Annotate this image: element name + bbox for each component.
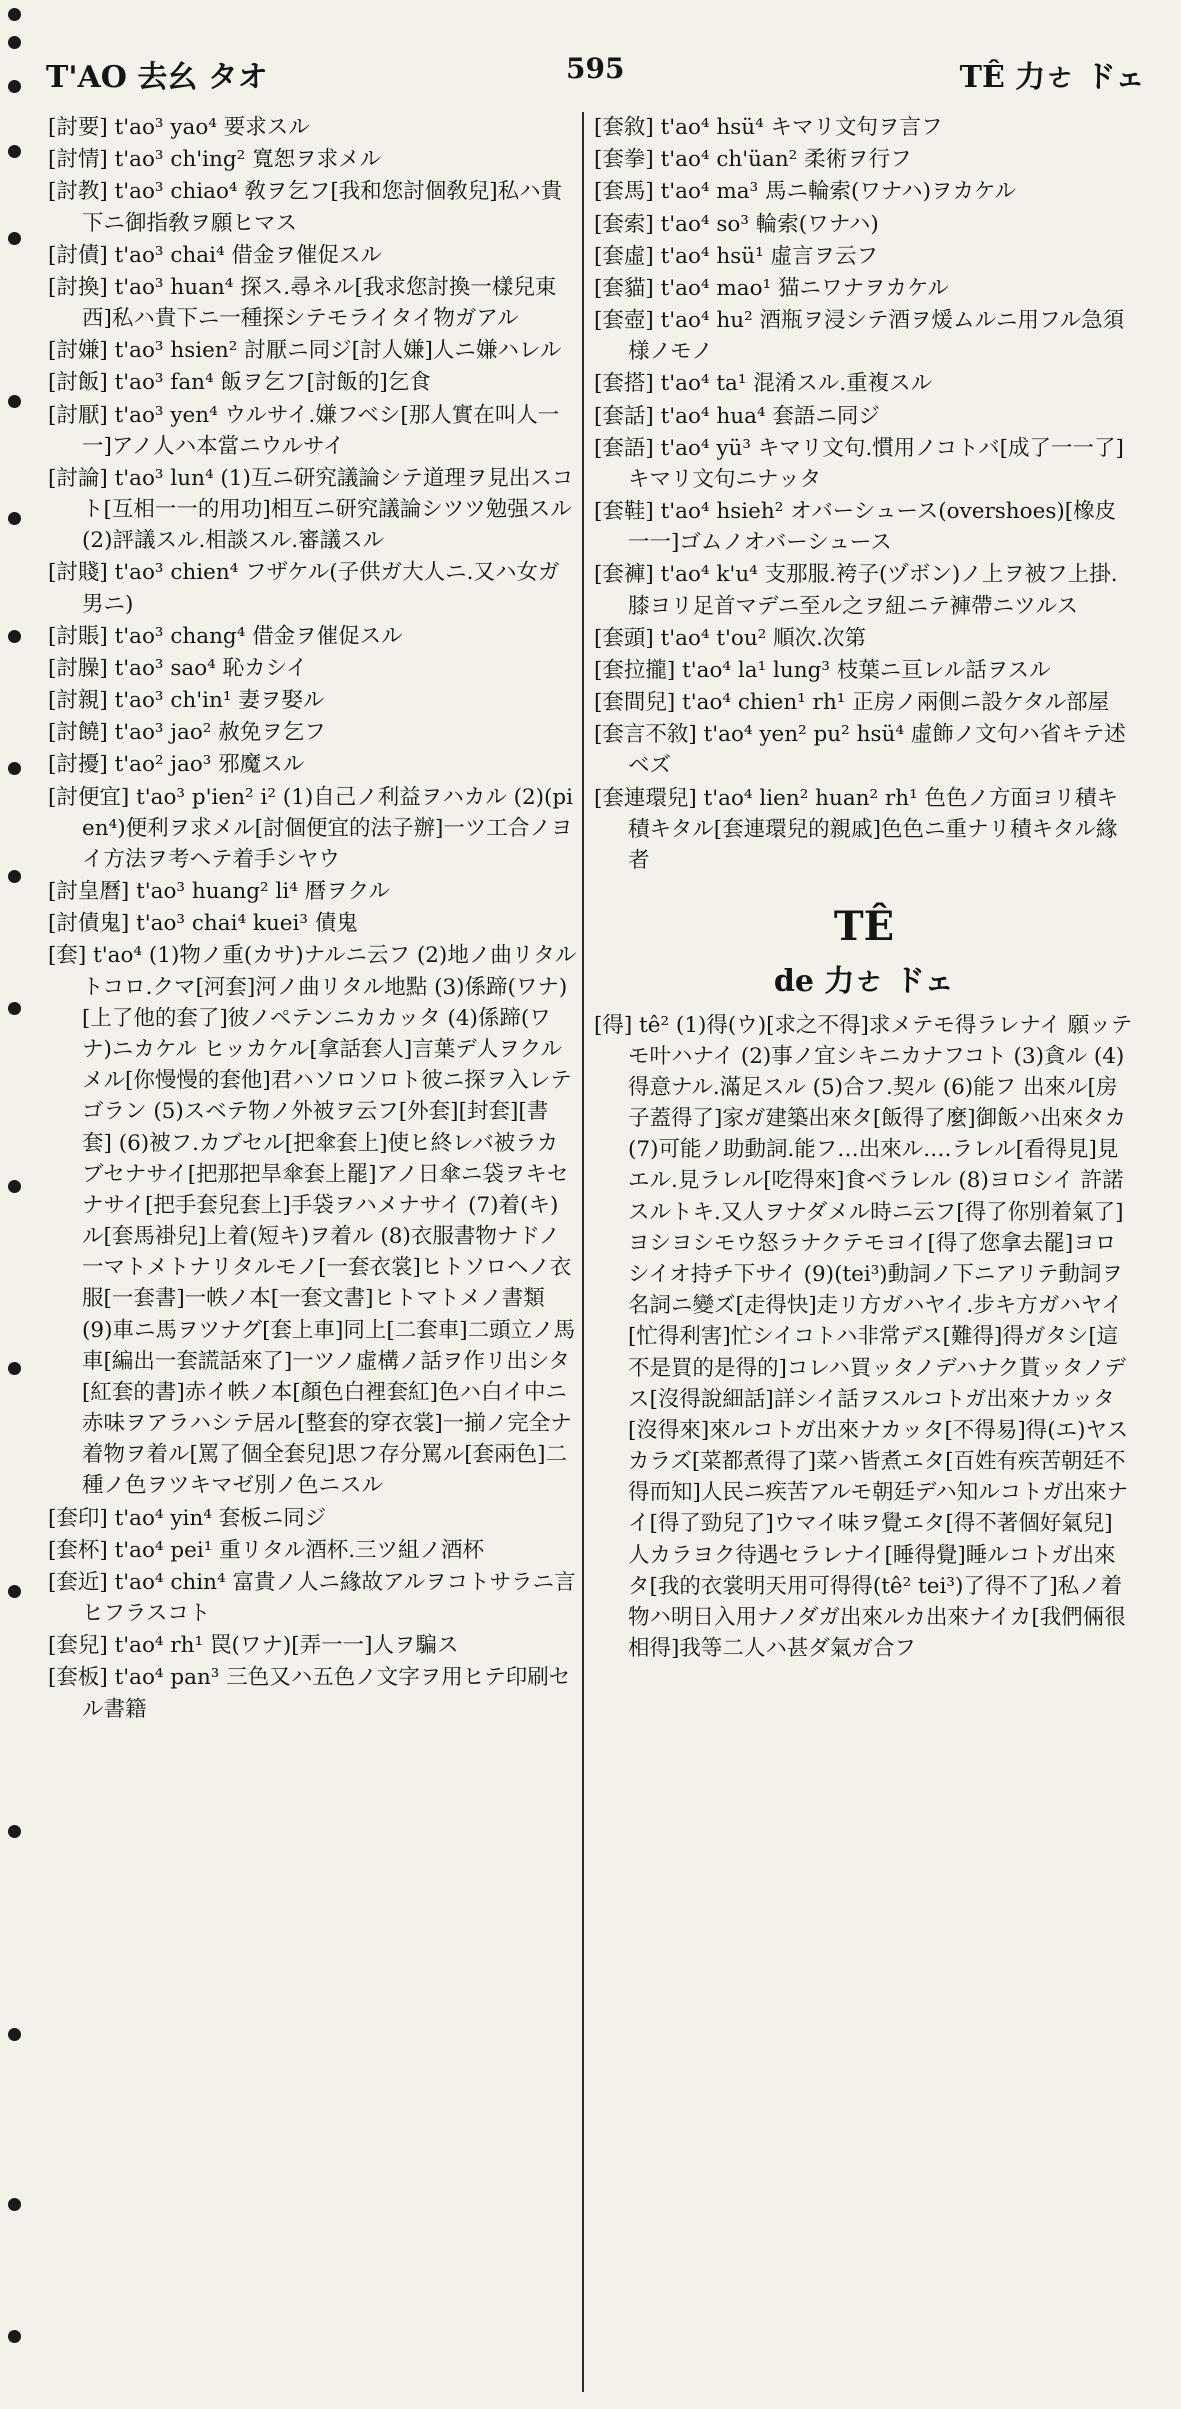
dictionary-entry: [討皇曆] t'ao³ huang² li⁴ 暦ヲクル — [48, 879, 391, 905]
section-subtitle: de 力ㄜ ドェ — [773, 964, 955, 1000]
dictionary-entry: [套話] t'ao⁴ hua⁴ 套語ニ同ジ — [594, 403, 880, 429]
margin-dot — [8, 762, 21, 775]
dictionary-entry: [套間兒] t'ao⁴ chien¹ rh¹ 正房ノ兩側ニ設ケタル部屋 — [594, 690, 1110, 716]
column-divider — [582, 112, 584, 2392]
dictionary-entry: [套貓] t'ao⁴ mao¹ 猫ニワナヲカケル — [594, 275, 949, 301]
header-right-guide: TÊ 力ㄜ ドェ — [959, 60, 1145, 95]
dictionary-entry: [討債鬼] t'ao³ chai⁴ kuei³ 債鬼 — [48, 911, 358, 937]
margin-dot — [8, 630, 21, 643]
margin-dot — [8, 8, 21, 21]
dictionary-entry: [得] tê² (1)得(ウ)[求之不得]求メテモ得ラレナイ 願ッテモ叶ハナイ (2)事ノ宜シキニカナフコト (3)貪ル (4)得意ナル.滿足スル (5)合フ.契ル (6)能フ 出來ル[房子蓋得了]家ガ建築出來タ[飯得了麼]御飯ハ出來タカ (7)可能ノ助動詞.能フ…出來ル.…ラレル[看得見]見エル.見ラレル[吃得來]食ベラレル (8)ヨロシイ 許諾スルトキ.又人ヲナダメル時ニ云フ[得了你別着氣了]ヨシヨシモウ怒ラナクテモヨイ[得了您拿去罷]ヨロシイオ持チ下サイ (9)(tei³)動詞ノ下ニアリテ動詞ヲ名詞ニ變ズ[走得快]走リ方ガハヤイ.步キ方ガハヤイ[忙得利害]忙シイコトハ非常デス[難得]得ガタシ[這不是買的是得的]コレハ買ッタノデハナク貰ッタノデス[沒得說細話]詳シイ話ヲスルコトガ出來ナカッタ[沒得來]來ルコトガ出來ナカッタ[不得易]得(エ)ヤスカラズ[菜都煮得了]菜ハ皆煮エタ[百姓有疾苦朝廷不得而知]人民ニ疾苦アルモ朝廷デハ知ルコトガ出來ナイ[得了勁兒了]ウマイ味ヲ覺エタ[得不著個好氣兒]人カラヨク待遇セラレナイ[睡得覺]睡ルコトガ出來タ[我的衣裳明天用可得得(tê² tei³)了得不了]私ノ着物ハ明日入用ナノダガ出來ルカ出來ナイカ[我們倆很相得]我等二人ハ甚ダ氣ガ合フ — [594, 1012, 1133, 1662]
page-number: 595 — [566, 52, 625, 85]
dictionary-entry: [討親] t'ao³ ch'in¹ 妻ヲ娶ル — [48, 688, 325, 714]
dictionary-entry: [套板] t'ao⁴ pan³ 三色又ハ五色ノ文字ヲ用ヒテ印刷セル書籍 — [48, 1665, 571, 1722]
dictionary-entry: [套搭] t'ao⁴ ta¹ 混淆スル.重複スル — [594, 371, 933, 397]
dictionary-entry: [討臊] t'ao³ sao⁴ 恥カシイ — [48, 655, 308, 681]
dictionary-entry: [討擾] t'ao² jao³ 邪魔スル — [48, 752, 305, 778]
margin-dot — [8, 145, 21, 158]
margin-dot — [8, 870, 21, 883]
section-title: TÊ — [833, 903, 895, 951]
margin-dot — [8, 2028, 21, 2041]
dictionary-entry: [套語] t'ao⁴ yü³ キマリ文句.慣用ノコトバ[成了一一了]キマリ文句ニナッタ — [594, 435, 1124, 492]
dictionary-entry: [討教] t'ao³ chiao⁴ 敎ヲ乞フ[我和您討個敎兒]私ハ貴下ニ御指敎ヲ願ヒマス — [48, 179, 563, 236]
dictionary-entry: [討要] t'ao³ yao⁴ 要求スル — [48, 115, 310, 140]
dictionary-entry: [討賤] t'ao³ chien⁴ フザケル(子供ガ大人ニ.又ハ女ガ男ニ) — [48, 560, 560, 617]
dictionary-entry: [討賬] t'ao³ chang⁴ 借金ヲ催促スル — [48, 623, 403, 649]
header-left-guide: T'AO 去幺 タオ — [46, 60, 268, 95]
dictionary-entry: [套虛] t'ao⁴ hsü¹ 虛言ヲ云フ — [594, 243, 879, 269]
dictionary-entry: [討債] t'ao³ chai⁴ 借金ヲ催促スル — [48, 242, 382, 268]
dictionary-entry: [套印] t'ao⁴ yin⁴ 套板ニ同ジ — [48, 1505, 327, 1531]
dictionary-entry: [套敘] t'ao⁴ hsü⁴ キマリ文句ヲ言フ — [594, 115, 943, 140]
margin-dot — [8, 1002, 21, 1015]
dictionary-entry: [討便宜] t'ao³ p'ien² i² (1)自己ノ利益ヲハカル (2)(pien⁴)便利ヲ求メル[討個便宜的法子辦]一ツ工合ノヨイ方法ヲ考ヘテ着手シヤウ — [48, 784, 574, 872]
dictionary-entry: [套壺] t'ao⁴ hu² 酒瓶ヲ浸シテ酒ヲ煖ムルニ用フル急須様ノモノ — [594, 308, 1125, 365]
dictionary-entry: [討換] t'ao³ huan⁴ 探ス.尋ネル[我求您討換一樣兒東西]私ハ貴下ニ一種探シテモライタイ物ガアル — [48, 274, 557, 332]
right-column — [594, 112, 1134, 2392]
margin-dot — [8, 36, 21, 49]
dictionary-entry: [套近] t'ao⁴ chin⁴ 富貴ノ人ニ緣故アルヲコトサラニ言ヒフラスコト — [48, 1569, 576, 1627]
section-heading — [594, 898, 1134, 1004]
dictionary-entry: [套頭] t'ao⁴ t'ou² 順次.次第 — [594, 625, 867, 651]
margin-dot — [8, 1180, 21, 1193]
dictionary-entry: [討飯] t'ao³ fan⁴ 飯ヲ乞フ[討飯的]乞食 — [48, 370, 431, 396]
margin-punch-holes — [6, 0, 24, 2409]
dictionary-entry: [討論] t'ao³ lun⁴ (1)互ニ研究議論シテ道理ヲ見出スコト[互相一一的用功]相互ニ研究議論シツツ勉强スル (2)評議スル.相談スル.審議スル — [48, 465, 574, 554]
margin-dot — [8, 1585, 21, 1598]
dictionary-entry: [套索] t'ao⁴ so³ 輪索(ワナハ) — [594, 211, 879, 237]
margin-dot — [8, 1825, 21, 1838]
margin-dot — [8, 2330, 21, 2343]
margin-dot — [8, 1362, 21, 1375]
dictionary-entry: [套拳] t'ao⁴ ch'üan² 柔術ヲ行フ — [594, 147, 912, 173]
margin-dot — [8, 512, 21, 525]
dictionary-entry: [套連環兒] t'ao⁴ lien² huan² rh¹ 色色ノ方面ヨリ積キ積キタル[套連環兒的親戚]色色ニ重ナリ積キタル緣者 — [594, 785, 1119, 873]
dictionary-entry: [套鞋] t'ao⁴ hsieh² オバーシュース(overshoes)[橡皮一一]ゴムノオバーシュース — [594, 499, 1117, 556]
dictionary-entry: [討厭] t'ao³ yen⁴ ウルサイ.嫌フベシ[那人實在叫人一一]アノ人ハ本當ニウルサイ — [48, 402, 560, 459]
margin-dot — [8, 2198, 21, 2211]
margin-dot — [8, 395, 21, 408]
dictionary-entry: [套杯] t'ao⁴ pei¹ 重リタル酒杯.三ツ組ノ酒杯 — [48, 1537, 485, 1563]
dictionary-entry: [套褲] t'ao⁴ k'u⁴ 支那服.袴子(ヅボン)ノ上ヲ被フ上掛.膝ヨリ足首マデニ至ル之ヲ紐ニテ褲帶ニツルス — [594, 562, 1118, 619]
left-column — [48, 112, 578, 2392]
dictionary-entry: [套拉攏] t'ao⁴ la¹ lung³ 枝葉ニ亘レル話ヲスル — [594, 657, 1051, 683]
margin-dot — [8, 80, 21, 93]
dictionary-entry: [套] t'ao⁴ (1)物ノ重(カサ)ナルニ云フ (2)地ノ曲リタルトコロ.クマ[河套]河ノ曲リタル地點 (3)係蹄(ワナ)[上了他的套了]彼ノペテンニカカッタ (4)係蹄(ワナ)ニカケル ヒッカケル[拿話套人]言葉デ人ヲクルメル[你慢慢的套他]君ハソロソロト彼ニ探ヲ入レテゴラン (5)スベテ物ノ外被ヲ云フ[外套][封套][書套] (6)被フ.カブセル[把傘套上]使ヒ終レバ被ラカブセナサイ[把那把旱傘套上罷]アノ日傘ニ袋ヲキセナサイ[把手套兒套上]手袋ヲハメナサイ (7)着(キ)ル[套馬褂兒]上着(短キ)ヲ着ル (8)衣服書物ナドノ一マトメトナリタルモノ[一套衣裳]ヒトソロヘノ衣服[一套書]一帙ノ本[一套文書]ヒトマトメノ書類 (9)車ニ馬ヲツナグ[套上車]同上[二套車]二頭立ノ馬車[編出一套謊話來了]一ツノ虛構ノ話ヲ作リ出シタ[紅套的書]赤イ帙ノ本[顏色白裡套紅]色ハ白イ中ニ赤味ヲアラハシテ居ル[整套的穿衣裳]一揃ノ完全ナ着物ヲ着ル[罵了個全套兒]思フ存分罵ル[套兩色]二種ノ色ヲツキマゼ別ノ色ニスル — [48, 943, 577, 1499]
dictionary-entry: [討饒] t'ao³ jao² 赦免ヲ乞フ — [48, 720, 326, 746]
dictionary-entry: [套言不敘] t'ao⁴ yen² pu² hsü⁴ 虛飾ノ文句ハ省キテ述ベズ — [594, 722, 1126, 779]
dictionary-entry: [套兒] t'ao⁴ rh¹ 罠(ワナ)[弄一一]人ヲ騙ス — [48, 1633, 459, 1659]
margin-dot — [8, 232, 21, 245]
dictionary-entry: [套馬] t'ao⁴ ma³ 馬ニ輪索(ワナハ)ヲカケル — [594, 179, 1016, 205]
dictionary-columns — [48, 112, 1138, 2392]
dictionary-entry: [討嫌] t'ao³ hsien² 討厭ニ同ジ[討人嫌]人ニ嫌ハレル — [48, 338, 562, 364]
dictionary-entry: [討情] t'ao³ ch'ing² 寬恕ヲ求メル — [48, 147, 382, 173]
page-header — [46, 52, 1145, 104]
